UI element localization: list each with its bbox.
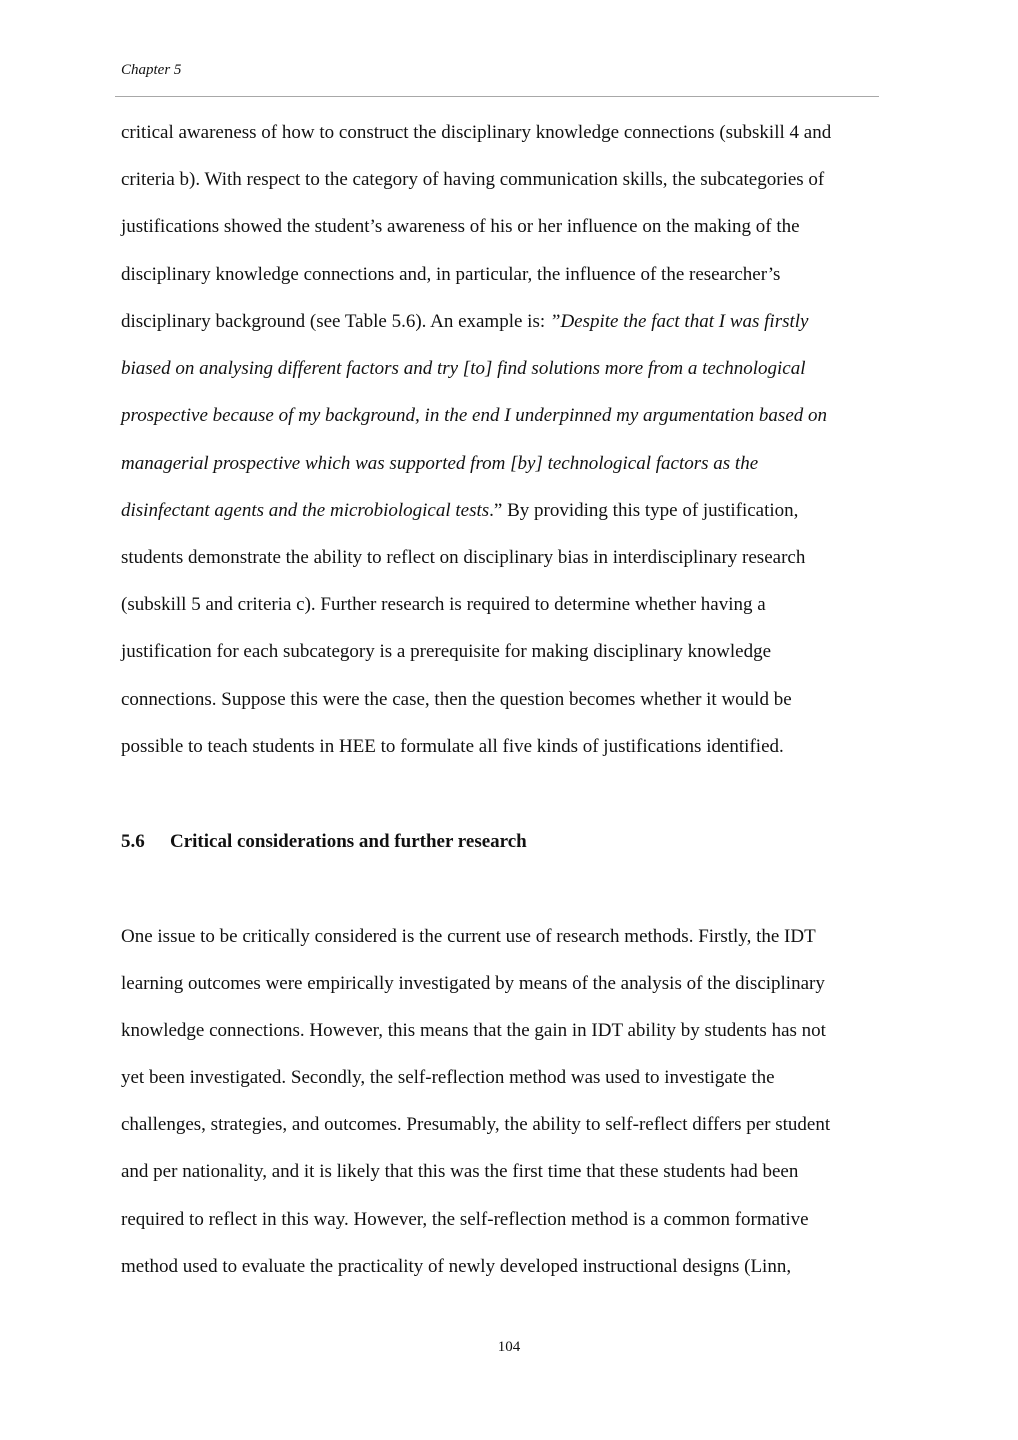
quote-line [121, 452, 758, 476]
body-line: required to reflect in this way. However, the self-reflection method is a common formative [121, 1209, 809, 1230]
body-line: justifications showed the student’s awareness of his or her influence on the making of the [121, 216, 800, 237]
body-line: yet been investigated. Secondly, the self-reflection method was used to investigate the [121, 1067, 775, 1088]
body-line: students demonstrate the ability to reflect on disciplinary bias in interdisciplinary research [121, 547, 806, 568]
body-line: disciplinary knowledge connections and, in particular, the influence of the researcher’s [121, 264, 781, 285]
quote-text: prospective because of my background, in the end I underpinned my argumentation based on [121, 405, 828, 426]
body-line: justification for each subcategory is a prerequisite for making disciplinary knowledge [121, 641, 772, 662]
section-heading [121, 830, 527, 854]
body-line: critical awareness of how to construct the disciplinary knowledge connections (subskill 4 and [121, 122, 832, 143]
body-text: By providing this type of justification, [502, 500, 799, 521]
body-line: and per nationality, and it is likely that this was the first time that these students had been [121, 1161, 799, 1182]
quote-text: managerial prospective which was supported from [by] technological factors as the [121, 453, 759, 474]
body-text: disciplinary background (see Table 5.6). An example is: [121, 311, 550, 332]
header-divider [115, 96, 879, 97]
section-number: 5.6 [121, 831, 145, 852]
body-line: possible to teach students in HEE to formulate all five kinds of justifications identified. [121, 736, 784, 757]
page-number: 104 [497, 1339, 521, 1355]
body-line: criteria b). With respect to the category of having communication skills, the subcategories of [121, 169, 825, 190]
body-line: knowledge connections. However, this means that the gain in IDT ability by students has not [121, 1020, 826, 1041]
quote-text: disinfectant agents and the microbiological tests [121, 500, 490, 521]
body-line: method used to evaluate the practicality of newly developed instructional designs (Linn, [121, 1256, 792, 1277]
quote-line [121, 404, 827, 428]
quote-close-mark: .” [489, 500, 503, 521]
body-line: (subskill 5 and criteria c). Further research is required to determine whether having a [121, 594, 766, 615]
body-line: connections. Suppose this were the case, then the question becomes whether it would be [121, 689, 792, 710]
quote-line [121, 357, 806, 381]
body-line: learning outcomes were empirically investigated by means of the analysis of the disciplinary [121, 973, 825, 994]
body-line: challenges, strategies, and outcomes. Presumably, the ability to self-reflect differs per student [121, 1114, 831, 1135]
quote-text: biased on analysing different factors and try [to] find solutions more from a technological [121, 358, 806, 379]
body-line [121, 499, 798, 523]
running-header-chapter: Chapter 5 [121, 62, 182, 78]
quote-text: ”Despite the fact that I was firstly [549, 311, 809, 332]
body-line: One issue to be critically considered is the current use of research methods. Firstly, the IDT [121, 926, 816, 947]
body-line [121, 310, 808, 334]
section-title: Critical considerations and further research [170, 831, 527, 852]
